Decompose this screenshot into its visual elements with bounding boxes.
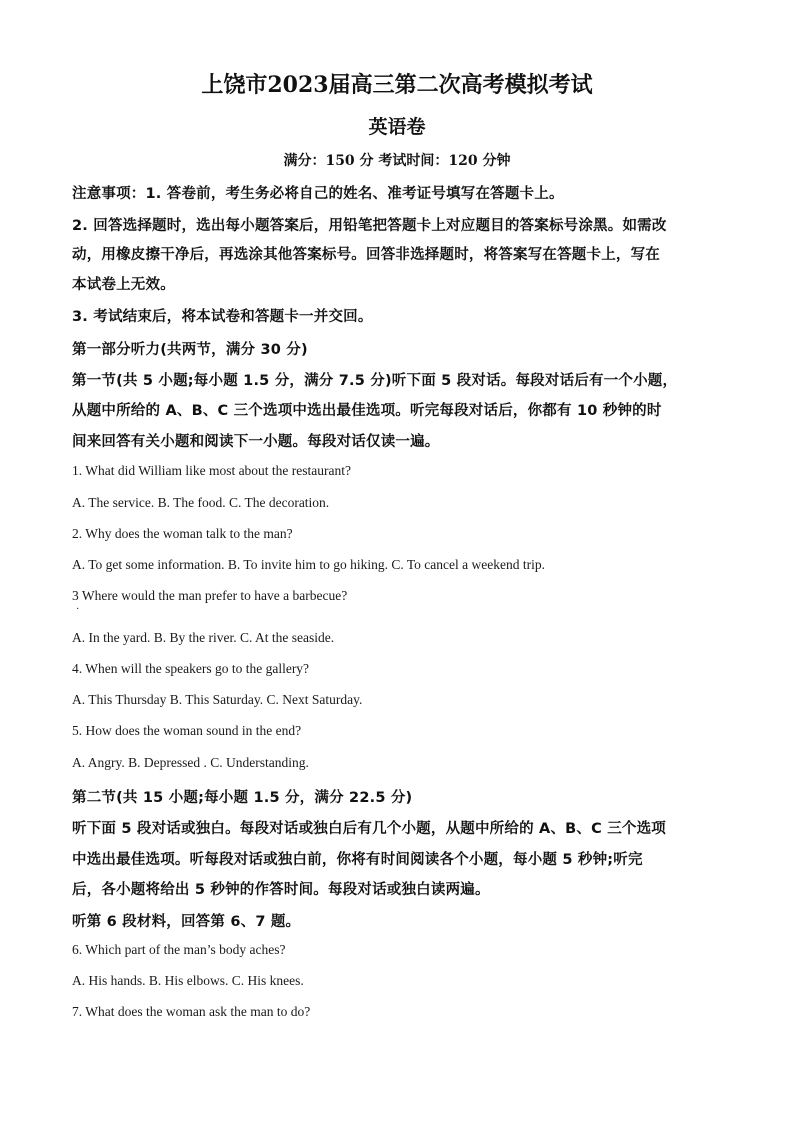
question-5-options: A. Angry. B. Depressed . C. Understanding. <box>72 755 309 770</box>
section1-line-3: 间来回答有关小题和阅读下一小题。每段对话仅读一遍。 <box>72 434 440 450</box>
part1-heading: 第一部分听力(共两节，满分 30 分) <box>72 342 308 358</box>
score-time-line: 满分：150 分 考试时间：120 分钟 <box>283 153 511 169</box>
exam-subtitle: 英语卷 <box>368 116 426 138</box>
question-3: 3 Where would the man prefer to have a barbecue? <box>72 588 348 603</box>
question-5: 5. How does the woman sound in the end? <box>72 723 302 738</box>
question-1-options: A. The service. B. The food. C. The decoration. <box>72 495 330 510</box>
section2-line-2: 中选出最佳选项。听每段对话或独白前，你将有时间阅读各个小题，每小题 5 秒钟;听完 <box>72 852 643 868</box>
notes-line-5: 3. 考试结束后，将本试卷和答题卡一并交回。 <box>72 309 373 325</box>
notes-line-3: 动，用橡皮擦干净后，再选涂其他答案标号。回答非选择题时，将答案写在答题卡上，写在 <box>72 247 660 263</box>
section2-line-3: 后，各小题将给出 5 秒钟的作答时间。每段对话或独白读两遍。 <box>72 882 490 898</box>
question-6: 6. Which part of the man’s body aches? <box>72 942 286 957</box>
section1-line-2: 从题中所给的 A、B、C 三个选项中选出最佳选项。听完每段对话后，你都有 10 秒钟的时 <box>72 403 662 419</box>
section2-line-1: 听下面 5 段对话或独白。每段对话或独白后有几个小题，从题中所给的 A、B、C 三个选项 <box>72 821 666 837</box>
exam-title: 上饶市2023届高三第二次高考模拟考试 <box>201 72 593 98</box>
question-4-options: A. This Thursday B. This Saturday. C. Next Saturday. <box>72 692 363 707</box>
notes-line-1: 注意事项：1. 答卷前，考生务必将自己的姓名、准考证号填写在答题卡上。 <box>72 186 564 202</box>
question-2-options: A. To get some information. B. To invite him to go hiking. C. To cancel a weekend trip. <box>72 557 545 572</box>
notes-line-4: 本试卷上无效。 <box>72 277 175 293</box>
section2-heading: 第二节(共 15 小题;每小题 1.5 分，满分 22.5 分) <box>72 790 413 806</box>
section1-line-1: 第一节(共 5 小题;每小题 1.5 分，满分 7.5 分)听下面 5 段对话。每段对话后有一个小题， <box>72 373 678 389</box>
question-6-options: A. His hands. B. His elbows. C. His knees. <box>72 973 304 988</box>
question-1: 1. What did William like most about the restaurant? <box>72 463 352 478</box>
stray-dot: · <box>76 604 80 615</box>
question-2: 2. Why does the woman talk to the man? <box>72 526 293 541</box>
question-7: 7. What does the woman ask the man to do? <box>72 1004 311 1019</box>
question-3-options: A. In the yard. B. By the river. C. At the seaside. <box>72 630 335 645</box>
question-4: 4. When will the speakers go to the gallery? <box>72 661 310 676</box>
notes-line-2: 2. 回答选择题时，选出每小题答案后，用铅笔把答题卡上对应题目的答案标号涂黑。如需改 <box>72 218 667 234</box>
material-6-instruction: 听第 6 段材料，回答第 6、7 题。 <box>72 914 301 930</box>
